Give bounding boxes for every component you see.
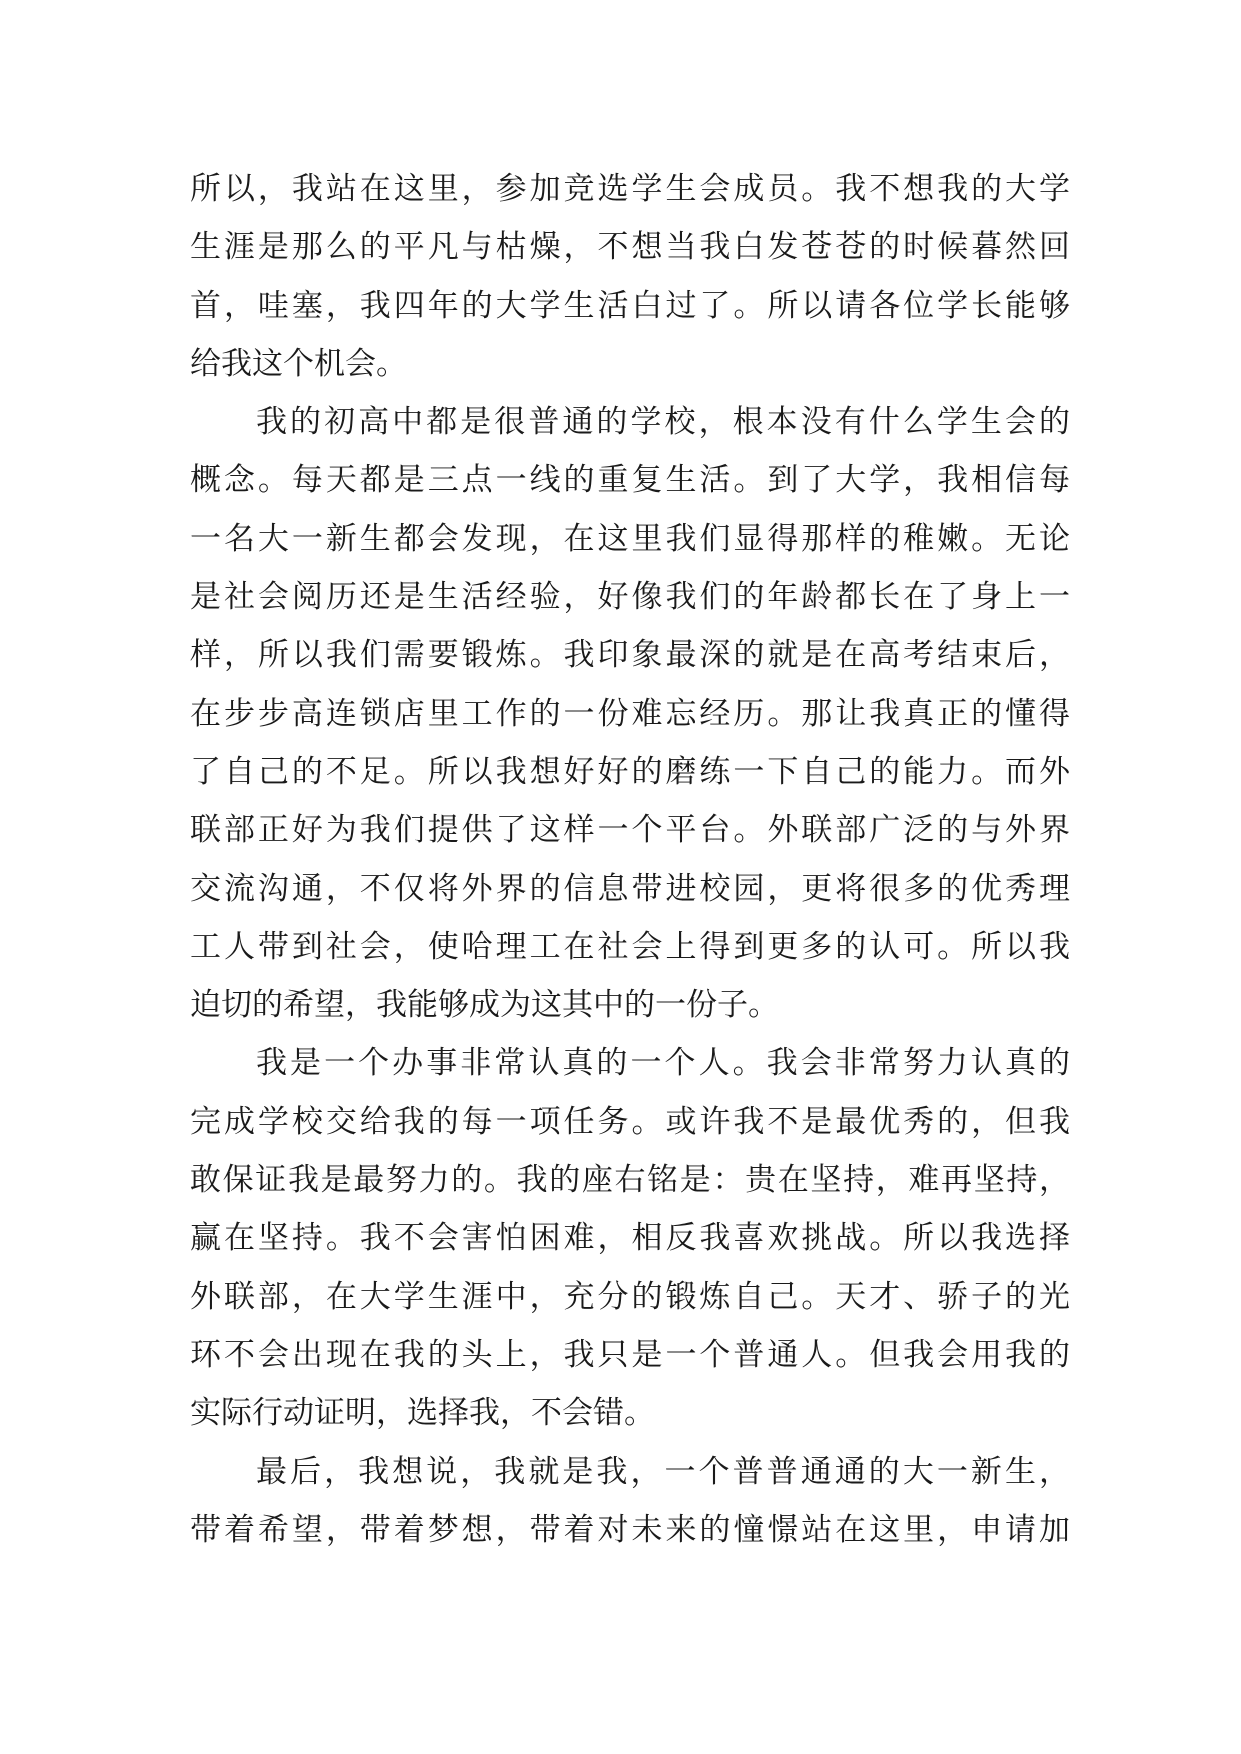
paragraph-3-line-6: 环不会出现在我的头上，我只是一个普通人。但我会用我的: [190, 1336, 1070, 1373]
paragraph-2-line-10: 工人带到社会，使哈理工在社会上得到更多的认可。所以我: [190, 928, 1070, 965]
paragraph-2-line-1: 我的初高中都是很普通的学校，根本没有什么学生会的: [256, 404, 1070, 441]
paragraph-1-line-4: 给我这个机会。: [190, 345, 407, 382]
paragraph-1-line-3: 首，哇塞，我四年的大学生活白过了。所以请各位学长能够: [190, 287, 1070, 324]
paragraph-2-line-5: 样，所以我们需要锻炼。我印象最深的就是在高考结束后，: [190, 637, 1070, 674]
paragraph-2-line-7: 了自己的不足。所以我想好好的磨练一下自己的能力。而外: [190, 753, 1070, 790]
paragraph-1-line-2: 生涯是那么的平凡与枯燥，不想当我白发苍苍的时候暮然回: [190, 229, 1070, 266]
paragraph-2-line-4: 是社会阅历还是生活经验，好像我们的年龄都长在了身上一: [190, 579, 1070, 616]
paragraph-3-line-3: 敢保证我是最努力的。我的座右铭是：贵在坚持，难再坚持，: [190, 1162, 1070, 1199]
paragraph-3-line-5: 外联部，在大学生涯中，充分的锻炼自己。天才、骄子的光: [190, 1278, 1070, 1315]
paragraph-2-line-6: 在步步高连锁店里工作的一份难忘经历。那让我真正的懂得: [190, 695, 1070, 732]
paragraph-3-line-2: 完成学校交给我的每一项任务。或许我不是最优秀的，但我: [190, 1103, 1070, 1140]
paragraph-1-line-1: 所以，我站在这里，参加竞选学生会成员。我不想我的大学: [190, 171, 1070, 207]
paragraph-2-line-2: 概念。每天都是三点一线的重复生活。到了大学，我相信每: [190, 462, 1070, 499]
paragraph-4-line-1: 最后，我想说，我就是我，一个普普通通的大一新生，: [256, 1453, 1070, 1490]
body-text: [190, 160, 1070, 1559]
paragraph-2-line-11: 迫切的希望，我能够成为这其中的一份子。: [190, 987, 779, 1024]
paragraph-3-line-7: 实际行动证明，选择我，不会错。: [190, 1395, 655, 1432]
paragraph-4-line-2: 带着希望，带着梦想，带着对未来的憧憬站在这里，申请加: [190, 1511, 1070, 1548]
paragraph-2-line-9: 交流沟通，不仅将外界的信息带进校园，更将很多的优秀理: [190, 870, 1070, 907]
paragraph-3-line-1: 我是一个办事非常认真的一个人。我会非常努力认真的: [256, 1045, 1070, 1082]
paragraph-3-line-4: 赢在坚持。我不会害怕困难，相反我喜欢挑战。所以我选择: [190, 1220, 1070, 1257]
paragraph-2-line-8: 联部正好为我们提供了这样一个平台。外联部广泛的与外界: [190, 812, 1070, 849]
paragraph-2-line-3: 一名大一新生都会发现，在这里我们显得那样的稚嫩。无论: [190, 520, 1070, 557]
